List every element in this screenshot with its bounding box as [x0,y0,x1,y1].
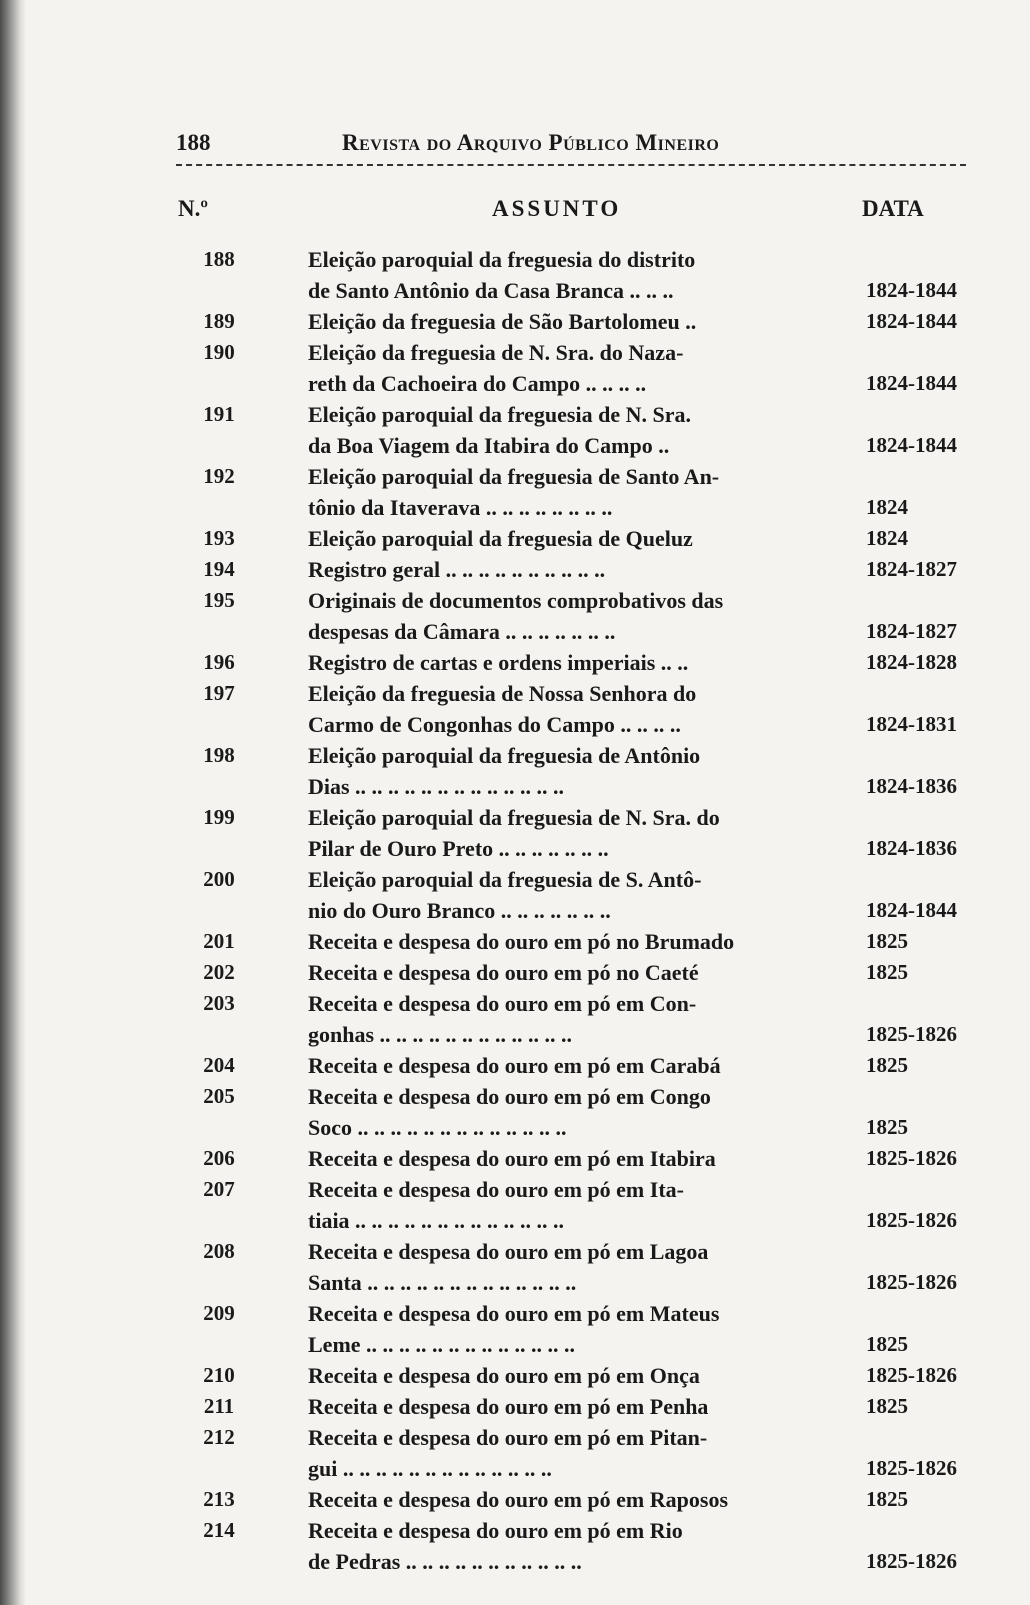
catalog-entry [0,740,1030,802]
entry-date: 1824-1844 [866,371,957,395]
entry-subject-line: despesas da Câmara .. .. .. .. .. .. .. [308,619,616,644]
entry-subject-line: Receita e despesa do ouro em pó em Itabira [308,1146,716,1171]
page-number: 188 [176,130,211,155]
entry-subject-line: Registro de cartas e ordens imperiais .. .. [308,650,689,675]
entry-date: 1824 [866,495,908,519]
entry-date: 1825 [866,929,908,953]
entry-subject-line: Receita e despesa do ouro em pó no Caeté [308,960,699,985]
entry-subject-line: nio do Ouro Branco .. .. .. .. .. .. .. [308,898,611,923]
entry-subject-line: Receita e despesa do ouro em pó em Carabá [308,1053,721,1078]
entry-subject-line: da Boa Viagem da Itabira do Campo .. [308,433,670,458]
entry-subject [308,554,828,585]
entry-subject [308,1360,828,1391]
entry-subject-line: reth da Cachoeira do Campo .. .. .. .. [308,371,647,396]
entry-subject-line: Receita e despesa do ouro em pó no Brumado [308,929,735,954]
catalog-entry [0,802,1030,864]
entry-subject-line: Eleição da freguesia de São Bartolomeu .. [308,309,697,334]
column-headers [176,196,966,236]
entry-date: 1825-1826 [866,1270,957,1294]
catalog-entry [0,1422,1030,1484]
entry-subject [308,1298,828,1360]
entry-subject-line: Receita e despesa do ouro em pó em Con- [308,991,697,1016]
entry-number: 189 [203,309,235,333]
entry-number: 201 [203,929,235,953]
entry-subject-line: Eleição paroquial da freguesia de Santo An- [308,464,720,489]
entry-subject-line: de Santo Antônio da Casa Branca .. .. .. [308,278,674,303]
entry-subject [308,1236,828,1298]
entry-subject-line: tônio da Itaverava .. .. .. .. .. .. .. .. [308,495,613,520]
entry-subject-line: Originais de documentos comprobativos das [308,588,724,613]
entry-date: 1825-1826 [866,1146,957,1170]
entry-subject [308,461,828,523]
column-header-subject: ASSUNTO [492,196,622,221]
entry-subject [308,1484,828,1515]
entry-subject [308,1515,828,1577]
entry-date: 1824-1827 [866,619,957,643]
entry-subject [308,864,828,926]
catalog-entry [0,461,1030,523]
catalog-entry [0,1143,1030,1174]
column-header-date: DATA [862,196,924,221]
entry-number: 195 [203,588,235,612]
entry-number: 208 [203,1239,235,1263]
entry-date: 1824-1844 [866,433,957,457]
entry-subject [308,399,828,461]
entry-subject-line: Receita e despesa do ouro em pó em Ita- [308,1177,684,1202]
entry-number: 197 [203,681,235,705]
entry-subject-line: Eleição paroquial da freguesia de N. Sra. do [308,805,720,830]
catalog-entry [0,244,1030,306]
catalog-entry [0,926,1030,957]
entry-date: 1825-1826 [866,1208,957,1232]
entry-subject-line: Eleição paroquial da freguesia do distrito [308,247,696,272]
entry-subject-line: Receita e despesa do ouro em pó em Lagoa [308,1239,709,1264]
page-header [176,128,966,166]
entry-date: 1825 [866,960,908,984]
entry-subject-line: gui .. .. .. .. .. .. .. .. .. .. .. .. .. [308,1456,552,1481]
entry-subject-line: Eleição da freguesia de Nossa Senhora do [308,681,697,706]
entry-subject [308,957,828,988]
entry-subject [308,585,828,647]
catalog-entry [0,957,1030,988]
entry-date: 1824-1844 [866,309,957,333]
entry-number: 190 [203,340,235,364]
entry-number: 188 [203,247,235,271]
entry-number: 210 [203,1363,235,1387]
entry-number: 193 [203,526,235,550]
entry-subject-line: Pilar de Ouro Preto .. .. .. .. .. .. .. [308,836,609,861]
catalog-entry [0,399,1030,461]
catalog-entry [0,1298,1030,1360]
entry-subject-line: Eleição paroquial da freguesia de N. Sra. [308,402,691,427]
entry-list [0,244,1030,1577]
entry-date: 1825-1826 [866,1022,957,1046]
entry-number: 206 [203,1146,235,1170]
entry-date: 1825 [866,1487,908,1511]
entry-date: 1825-1826 [866,1549,957,1573]
entry-subject [308,244,828,306]
entry-number: 209 [203,1301,235,1325]
entry-subject-line: Eleição paroquial da freguesia de Queluz [308,526,693,551]
catalog-entry [0,1484,1030,1515]
entry-number: 191 [203,402,235,426]
entry-subject-line: Receita e despesa do ouro em pó em Onça [308,1363,700,1388]
entry-number: 196 [203,650,235,674]
catalog-entry [0,1081,1030,1143]
entry-number: 214 [203,1518,235,1542]
entry-subject-line: gonhas .. .. .. .. .. .. .. .. .. .. .. .. [308,1022,573,1047]
entry-subject [308,988,828,1050]
entry-subject-line: Receita e despesa do ouro em pó em Raposos [308,1487,729,1512]
entry-date: 1825 [866,1332,908,1356]
entry-number: 212 [203,1425,235,1449]
entry-subject-line: Registro geral .. .. .. .. .. .. .. .. .. .. [308,557,606,582]
entry-number: 192 [203,464,235,488]
entry-subject [308,1050,828,1081]
catalog-entry [0,1515,1030,1577]
running-title: Revista do Arquivo Público Mineiro [342,130,720,155]
entry-date: 1825 [866,1394,908,1418]
entry-date: 1824-1831 [866,712,957,736]
entry-number: 194 [203,557,235,581]
entry-subject-line: Leme .. .. .. .. .. .. .. .. .. .. .. .. .. [308,1332,576,1357]
catalog-entry [0,647,1030,678]
entry-number: 213 [203,1487,235,1511]
entry-subject [308,1174,828,1236]
entry-subject-line: tiaia .. .. .. .. .. .. .. .. .. .. .. .. .. [308,1208,565,1233]
catalog-entry [0,554,1030,585]
entry-subject [308,1143,828,1174]
entry-number: 203 [203,991,235,1015]
catalog-entry [0,1050,1030,1081]
entry-date: 1825-1826 [866,1363,957,1387]
entry-subject [308,647,828,678]
catalog-entry [0,988,1030,1050]
entry-date: 1824-1844 [866,278,957,302]
entry-subject-line: Eleição paroquial da freguesia de Antônio [308,743,701,768]
entry-subject [308,337,828,399]
entry-subject-line: Receita e despesa do ouro em pó em Mateus [308,1301,720,1326]
catalog-entry [0,864,1030,926]
catalog-entry [0,1236,1030,1298]
entry-number: 205 [203,1084,235,1108]
entry-subject [308,678,828,740]
entry-subject-line: Receita e despesa do ouro em pó em Penha [308,1394,709,1419]
catalog-entry [0,1391,1030,1422]
entry-subject [308,802,828,864]
entry-subject [308,1391,828,1422]
catalog-entry [0,585,1030,647]
entry-date: 1824-1844 [866,898,957,922]
entry-subject-line: Eleição da freguesia de N. Sra. do Naza- [308,340,684,365]
column-header-number: N.º [178,196,208,221]
catalog-entry [0,337,1030,399]
entry-date: 1824-1836 [866,836,957,860]
entry-subject [308,1422,828,1484]
catalog-entry [0,1360,1030,1391]
entry-subject [308,523,828,554]
entry-date: 1824-1836 [866,774,957,798]
entry-date: 1825 [866,1115,908,1139]
entry-subject-line: de Pedras .. .. .. .. .. .. .. .. .. .. .. [308,1549,582,1574]
entry-subject-line: Dias .. .. .. .. .. .. .. .. .. .. .. .. .. [308,774,565,799]
entry-subject [308,740,828,802]
entry-subject [308,1081,828,1143]
entry-date: 1824-1828 [866,650,957,674]
catalog-entry [0,306,1030,337]
entry-date: 1824-1827 [866,557,957,581]
catalog-entry [0,1174,1030,1236]
entry-subject-line: Santa .. .. .. .. .. .. .. .. .. .. .. .. .. [308,1270,577,1295]
entry-date: 1825-1826 [866,1456,957,1480]
entry-number: 211 [203,1394,235,1418]
catalog-entry [0,523,1030,554]
entry-subject-line: Receita e despesa do ouro em pó em Pitan- [308,1425,708,1450]
catalog-entry [0,678,1030,740]
entry-subject [308,926,828,957]
entry-number: 204 [203,1053,235,1077]
entry-subject-line: Carmo de Congonhas do Campo .. .. .. .. [308,712,681,737]
entry-date: 1825 [866,1053,908,1077]
entry-number: 202 [203,960,235,984]
entry-subject-line: Receita e despesa do ouro em pó em Rio [308,1518,683,1543]
entry-date: 1824 [866,526,908,550]
entry-number: 199 [203,805,235,829]
entry-subject [308,306,828,337]
entry-subject-line: Eleição paroquial da freguesia de S. Antô- [308,867,702,892]
entry-number: 198 [203,743,235,767]
entry-number: 200 [203,867,235,891]
entry-subject-line: Receita e despesa do ouro em pó em Congo [308,1084,711,1109]
entry-subject-line: Soco .. .. .. .. .. .. .. .. .. .. .. .. .. [308,1115,567,1140]
entry-number: 207 [203,1177,235,1201]
